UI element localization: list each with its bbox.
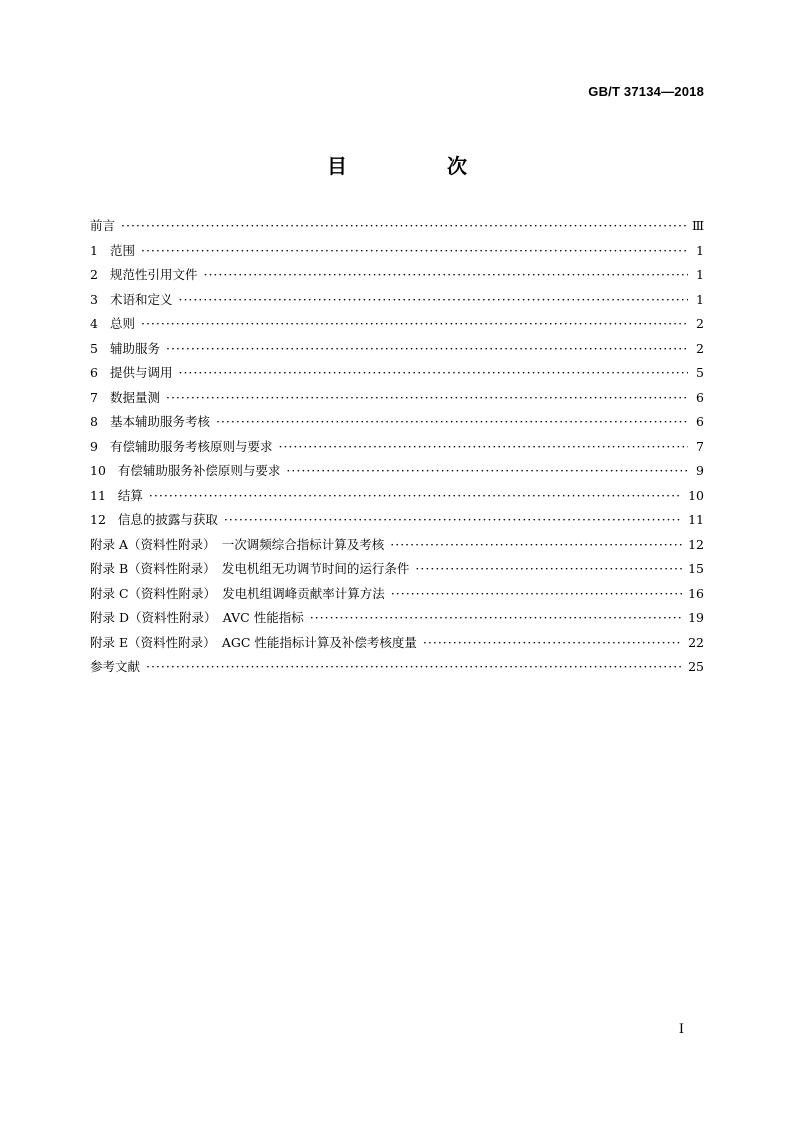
toc-leader-dots (216, 414, 688, 429)
toc-entry-label: 有偿辅助服务考核原则与要求 (109, 438, 273, 454)
toc-leader-dots (178, 292, 688, 307)
toc-leader-dots (166, 341, 688, 356)
toc-leader-dots (423, 635, 682, 650)
toc-entry-label: 附录 C（资料性附录） 发电机组调峰贡献率计算方法 (90, 585, 385, 601)
toc-entry-page: 15 (688, 561, 704, 576)
toc-entry-number: 4 (90, 316, 98, 331)
toc-entry[interactable] (90, 584, 704, 609)
toc-entry-page: 10 (688, 487, 704, 503)
toc-leader-dots (310, 610, 682, 625)
toc-entry-page: 1 (696, 267, 704, 282)
toc-leader-dots (391, 586, 682, 601)
toc-entry-page: 2 (696, 340, 704, 356)
table-of-contents (90, 216, 704, 682)
toc-entry-number: 6 (90, 365, 98, 380)
toc-entry[interactable] (90, 608, 704, 633)
toc-entry-page: 1 (696, 291, 704, 307)
toc-leader-dots (286, 463, 688, 478)
toc-entry-label: 参考文献 (90, 659, 141, 674)
toc-entry-label: 附录 D（资料性附录） AVC 性能指标 (90, 610, 304, 625)
toc-entry-page: 1 (696, 242, 704, 258)
toc-entry-number: 7 (90, 389, 98, 405)
toc-entry-number: 5 (90, 340, 98, 356)
toc-entry[interactable] (90, 486, 704, 511)
toc-entry-label: 附录 A（资料性附录） 一次调频综合指标计算及考核 (90, 536, 385, 552)
toc-entry[interactable] (90, 559, 704, 584)
toc-entry-label: 附录 E（资料性附录） AGC 性能指标计算及补偿考核度量 (90, 634, 417, 650)
toc-entry-label: 信息的披露与获取 (117, 512, 218, 527)
toc-entry[interactable] (90, 241, 704, 266)
toc-entry-number: 8 (90, 414, 98, 429)
page-title: 目 次 (327, 154, 507, 178)
toc-entry[interactable] (90, 314, 704, 339)
toc-leader-dots (178, 365, 688, 380)
toc-entry-label: 前言 (90, 218, 116, 233)
toc-entry[interactable] (90, 633, 704, 658)
toc-entry-page: 25 (688, 659, 704, 674)
toc-leader-dots (203, 267, 688, 282)
footer-page-number: I (678, 1022, 684, 1037)
toc-entry-page: 11 (688, 512, 704, 527)
toc-entry-page: 6 (696, 389, 704, 405)
toc-entry-page: 6 (696, 414, 704, 429)
toc-entry-page: 7 (696, 438, 704, 454)
toc-entry[interactable] (90, 339, 704, 364)
toc-leader-dots (141, 243, 688, 258)
toc-entry[interactable] (90, 437, 704, 462)
toc-entry-label: 有偿辅助服务补偿原则与要求 (117, 463, 281, 478)
toc-leader-dots (166, 390, 688, 405)
toc-entry[interactable] (90, 216, 704, 241)
toc-entry-number: 1 (90, 242, 98, 258)
toc-entry[interactable] (90, 535, 704, 560)
toc-entry[interactable] (90, 461, 704, 486)
toc-leader-dots (224, 512, 682, 527)
toc-entry[interactable] (90, 363, 704, 388)
toc-entry-label: 附录 B（资料性附录） 发电机组无功调节时间的运行条件 (90, 561, 410, 576)
toc-entry[interactable] (90, 388, 704, 413)
toc-entry-page: 9 (696, 463, 704, 478)
toc-entry[interactable] (90, 657, 704, 682)
toc-entry-number: 12 (90, 512, 106, 527)
standard-code: GB/T 37134—2018 (588, 84, 704, 99)
toc-entry[interactable] (90, 290, 704, 315)
toc-entry-page: 16 (688, 585, 704, 601)
toc-entry-page: Ⅲ (691, 218, 704, 233)
toc-entry-number: 9 (90, 438, 98, 454)
toc-entry-page: 22 (688, 634, 704, 650)
toc-entry-label: 基本辅助服务考核 (109, 414, 210, 429)
toc-entry-page: 5 (696, 365, 704, 380)
toc-entry-label: 结算 (117, 487, 143, 503)
toc-leader-dots (121, 218, 686, 233)
toc-entry-number: 3 (90, 291, 98, 307)
toc-leader-dots (146, 659, 682, 674)
toc-entry[interactable] (90, 510, 704, 535)
toc-entry[interactable] (90, 265, 704, 290)
toc-entry-label: 规范性引用文件 (109, 267, 198, 282)
toc-entry-page: 2 (696, 316, 704, 331)
toc-entry-number: 2 (90, 267, 98, 282)
toc-entry-number: 10 (90, 463, 106, 478)
toc-entry-page: 12 (688, 536, 704, 552)
toc-entry-label: 术语和定义 (109, 291, 173, 307)
toc-entry-label: 提供与调用 (109, 365, 173, 380)
toc-entry-label: 辅助服务 (109, 340, 160, 356)
toc-leader-dots (149, 488, 682, 503)
toc-entry-page: 19 (688, 610, 704, 625)
toc-leader-dots (141, 316, 688, 331)
toc-entry-label: 数据量测 (109, 389, 160, 405)
toc-leader-dots (390, 537, 682, 552)
toc-leader-dots (415, 561, 682, 576)
toc-leader-dots (278, 439, 688, 454)
toc-entry-number: 11 (90, 487, 106, 503)
toc-entry-label: 范围 (109, 242, 135, 258)
toc-entry[interactable] (90, 412, 704, 437)
toc-entry-label: 总则 (109, 316, 135, 331)
